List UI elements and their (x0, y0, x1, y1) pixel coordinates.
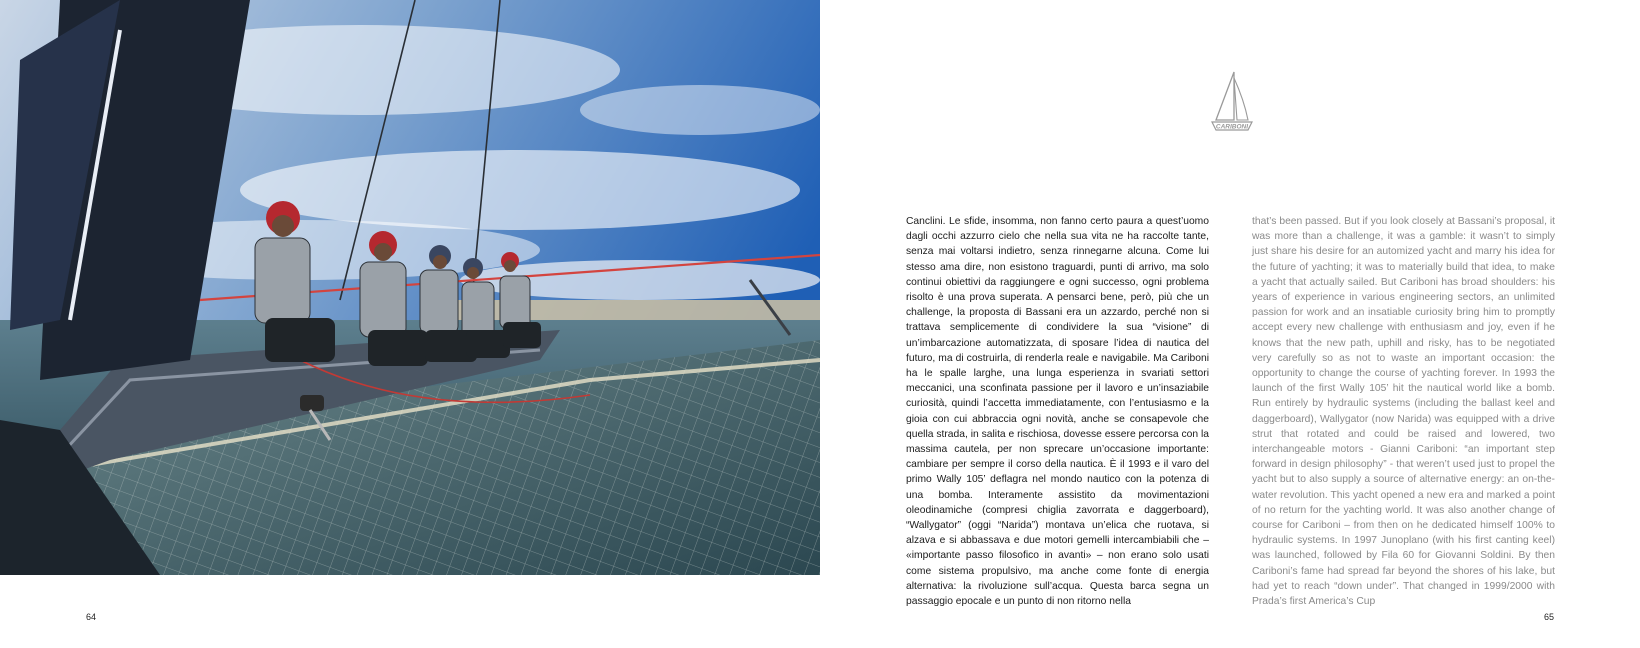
italian-paragraph: Canclini. Le sfide, insomma, non fanno certo paura a quest’uomo dagli occhi azzurro cielo che nella sua vita ne ha raccolte tante, senza mai voltarsi indietro, senza rinnegarne alcuna. Come lui stesso ama dire, non esistono traguardi, punti di arrivo, ma solo continui obiettivi da raggiungere e ogni successo, ogni problema risolto è una prova superata. A pensarci bene, però, più che un challenge, la proposta di Bassani era un azzardo, perché non si trattava semplicemente di condividere la sua “visione” di un’imbarcazione automatizzata, di sposare l’idea di nautica del futuro, ma di costruirla, di renderla reale e navigabile. Ma Cariboni ha le spalle larghe, una lunga esperienza in svariati settori meccanici, una sconfinata passione per il lavoro e un’insaziabile curiosità, quindi l’accetta immediatamente, con l’entusiasmo e la gioia con cui abbraccia ogni novità, anche se consapevole che quella strada, in salita e rischiosa, dovesse essere percorsa con la massima cautela, per non sprecare un’occasione importante: cambiare per sempre il corso della nautica. È il 1993 e il varo del primo Wally 105’ deflagra nel mondo nautico con la potenza di una bomba. Interamente assistito da movimentazioni oleodinamiche (compresi chiglia zavorrata e daggerboard), “Wallygator” (oggi “Narida”) montava un’elica che ruotava, si alzava e si abbassava e due motori gemelli intercambiabili che – «importante passo filosofico in avanti» – non erano solo usati come sistema propulsivo, ma anche come fonte di energia alternativa: la rivoluzione sull’acqua. Questa barca segna un passaggio epocale e un punto di non ritorno nella (906, 216, 1209, 608)
cariboni-sail-logo-icon (1208, 70, 1256, 134)
italian-text-column (906, 214, 1209, 609)
logo-text: CARIBONI (1215, 123, 1249, 131)
page-number-left: 64 (86, 612, 97, 622)
english-paragraph: that’s been passed. But if you look closely at Bassani’s proposal, it was more than a challenge, it was a gamble: it wasn’t to simply just share his desire for an automized yacht and marry his idea for the future of yachting; it was to materially build that idea, to make a yacht that actually sailed. But Cariboni has broad shoulders: his years of experience in various engineering sectors, an unlimited passion for work and an insatiable curiosity bring him to promptly accept every new challenge with enthusiasm and joy, even if he knows that the new path, uphill and risky, has to be negotiated very carefully so as not to waste an important occasion: the opportunity to change the course of yachting forever. In 1993 the launch of the first Wally 105’ hit the nautical world like a bomb. Run entirely by hydraulic systems (including the ballast keel and daggerboard), Wallygator (now Narida) was equipped with a drive strut that rotated and could be raised and lowered, two interchangeable motors - Gianni Cariboni: “an important step forward in design philosophy” - that weren’t used just to propel the yacht but to also supply a source of alternative energy: an on-the-water revolution. This yacht opened a new era and marked a point of no return for the yachting world. It was also another change of course for Cariboni – from then on he dedicated himself 100% to hydraulic systems. In 1997 Junoplano (with his first canting keel) was launched, followed by Fila 60 for Giovanni Soldini. By then Cariboni’s fame had spread far beyond the shores of his lake, but had yet to reach “down under”. That changed in 1999/2000 with Prada’s first America’s Cup (1252, 216, 1555, 608)
catamaran-crew-photo-icon (0, 0, 820, 575)
english-text-column (1252, 214, 1555, 609)
sailing-crew-photo (0, 0, 820, 575)
page-number-right: 65 (1544, 612, 1555, 622)
